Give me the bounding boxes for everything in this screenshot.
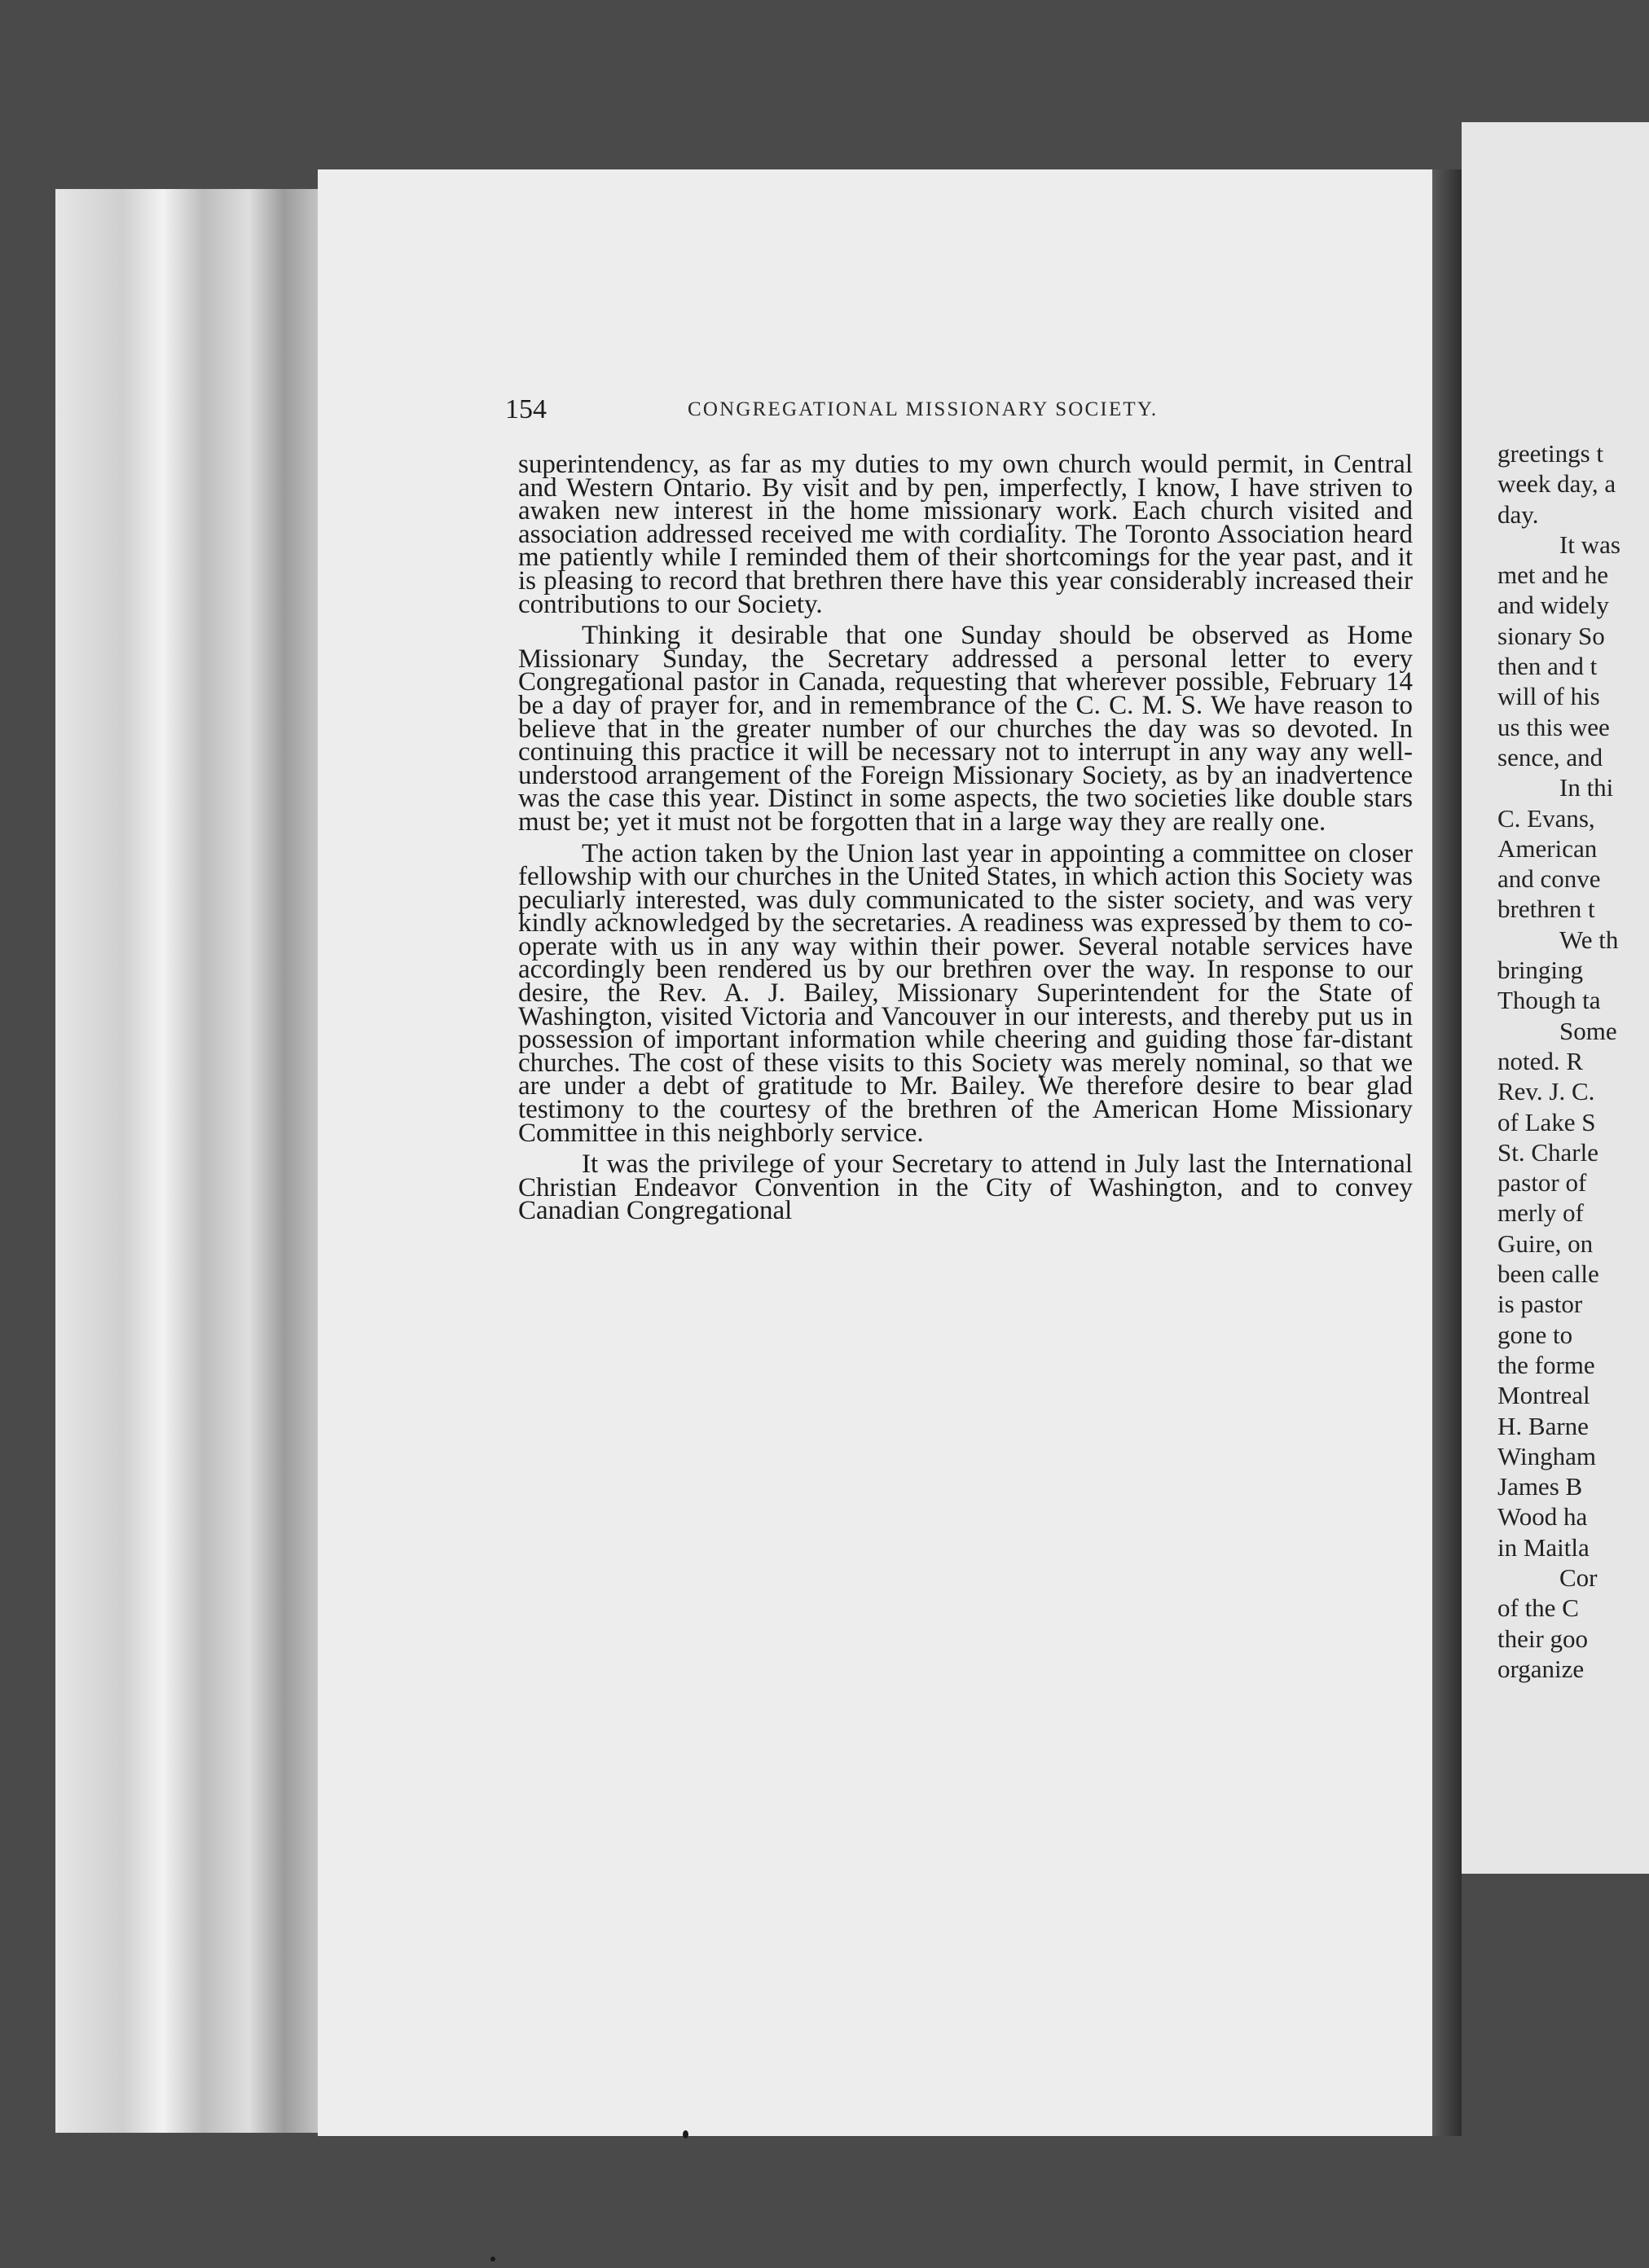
running-head: CONGREGATIONAL MISSIONARY SOCIETY. <box>688 398 1159 420</box>
facing-line: In thi <box>1559 773 1614 802</box>
facing-line: It was <box>1559 530 1620 559</box>
facing-line: Rev. J. C. <box>1497 1077 1595 1106</box>
facing-line: and conve <box>1497 864 1601 894</box>
facing-line: greetings t <box>1497 439 1603 468</box>
paragraph: Thinking it desirable that one Sunday should be observed as Home Missionary Sunday, the Secretary addressed a personal letter to every Congregational pastor in Canada, requesting that wherever possible, February 14 be a day of prayer for, and in remembrance of the C. C. M. S. We have reason to believe that in the greater number of our churches the day was so devoted. In continuing this practice it will be necessary not to interrupt in any way any well-understood arrangement of the Foreign Missionary Society, as by an inadvertence was the case this year. Distinct in some aspects, the two societies like double stars must be; yet it must not be forgotten that in a large way they are really one. <box>518 621 1413 837</box>
book-gutter <box>1432 169 1462 2136</box>
facing-line: will of his <box>1497 682 1600 711</box>
facing-line: Montreal <box>1497 1381 1590 1410</box>
facing-line: Cor <box>1559 1563 1598 1592</box>
facing-line: We th <box>1559 925 1619 954</box>
facing-line: of the C <box>1497 1593 1579 1623</box>
page-edges <box>55 189 324 2133</box>
paragraph: It was the privilege of your Secretary to attend in July last the International Christian Endeavor Convention in the City of Washington, and to convey Canadian Congregational <box>518 1149 1413 1226</box>
facing-page-text <box>1497 438 1649 1684</box>
dust-speck <box>683 2130 688 2138</box>
facing-line: brethren t <box>1497 894 1595 924</box>
facing-line: American <box>1497 833 1598 863</box>
facing-line: us this wee <box>1497 712 1610 741</box>
facing-line: is pastor <box>1497 1290 1583 1319</box>
facing-line: noted. R <box>1497 1046 1584 1075</box>
facing-line: St. Charle <box>1497 1137 1598 1167</box>
facing-line: then and t <box>1497 652 1598 681</box>
facing-page <box>1462 122 1649 1874</box>
facing-line: C. Evans, <box>1497 803 1595 833</box>
facing-line: of Lake S <box>1497 1107 1596 1136</box>
page-body <box>518 450 1413 1231</box>
facing-line: Some <box>1559 1016 1617 1045</box>
paragraph: The action taken by the Union last year in appointing a committee on closer fellowship with our churches in the United States, in which action this Society was peculiarly interested, was duly communicated to the sister society, and was very kindly acknowledged by the secretaries. A readiness was expressed by them to co-operate with us in any way within their power. Several notable services have accordingly been rendered us by our brethren over the way. In response to our desire, the Rev. A. J. Bailey, Missionary Superintendent for the State of Washington, visited Victoria and Vancouver in our interests, and thereby put us in possession of important information while cheering and guiding those far-distant churches. The cost of these visits to this Society was merely nominal, so that we are under a debt of gratitude to Mr. Bailey. We therefore desire to bear glad testimony to the courtesy of the brethren of the American Home Missionary Committee in this neighborly service. <box>518 838 1413 1148</box>
facing-line: been calle <box>1497 1259 1599 1289</box>
page-header <box>505 394 1406 427</box>
facing-line: organize <box>1497 1654 1585 1683</box>
facing-line: their goo <box>1497 1624 1589 1653</box>
facing-line: day. <box>1497 499 1539 529</box>
facing-line: James B <box>1497 1472 1583 1501</box>
facing-line: Wingham <box>1497 1441 1597 1470</box>
dust-speck <box>490 2257 495 2261</box>
facing-line: Wood ha <box>1497 1502 1588 1532</box>
facing-line: pastor of <box>1497 1168 1587 1198</box>
facing-line: in Maitla <box>1497 1532 1590 1562</box>
facing-line: bringing <box>1497 956 1584 985</box>
facing-line: the forme <box>1497 1350 1595 1379</box>
facing-line: Though ta <box>1497 986 1601 1015</box>
facing-line: H. Barne <box>1497 1411 1589 1440</box>
facing-line: merly of <box>1497 1198 1584 1228</box>
paragraph: superintendency, as far as my duties to my own church would permit, in Central and Western Ontario. By visit and by pen, imperfectly, I know, I have striven to awaken new interest in the home missionary work. Each church visited and association addressed received me with cordiality. The Toronto Association heard me patiently while I reminded them of their shortcomings for the year past, and it is pleasing to record that brethren there have this year considerably increased their contributions to our Society. <box>518 450 1413 619</box>
facing-line: week day, a <box>1497 469 1616 499</box>
facing-line: Guire, on <box>1497 1228 1594 1258</box>
page-number: 154 <box>505 394 547 424</box>
facing-line: sionary So <box>1497 621 1605 650</box>
facing-line: and widely <box>1497 591 1609 620</box>
facing-line: gone to <box>1497 1320 1573 1349</box>
facing-line: met and he <box>1497 560 1609 590</box>
facing-line: sence, and <box>1497 742 1603 771</box>
